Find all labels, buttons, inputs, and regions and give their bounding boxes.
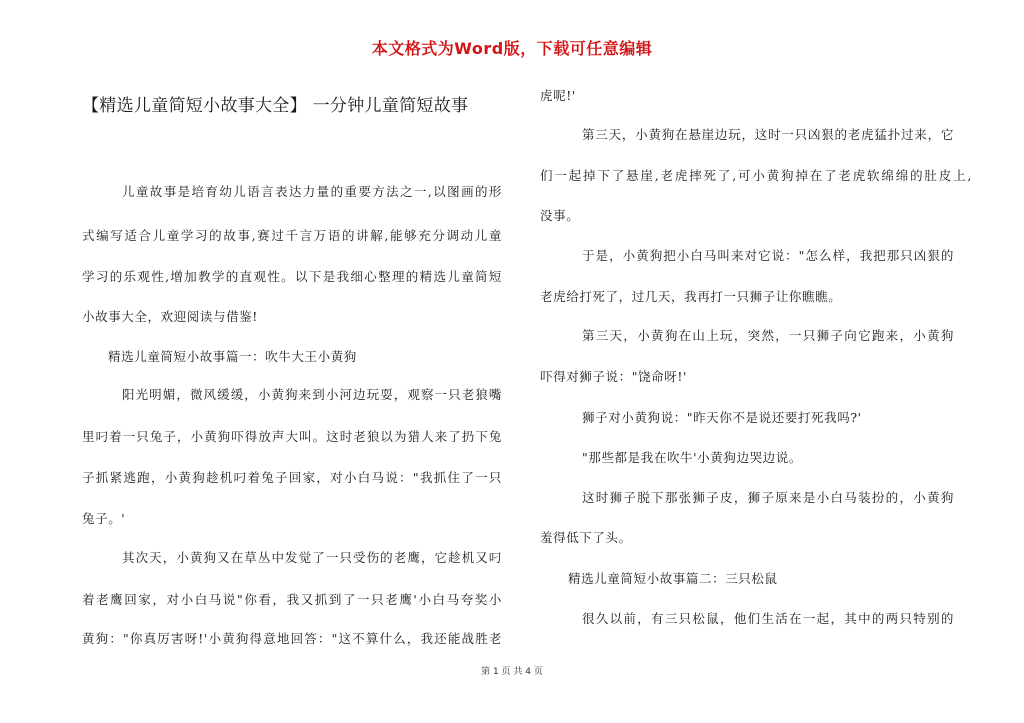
paragraph-line: 狮子对小黄狗说："昨天你不是说还要打死我吗?' xyxy=(582,410,862,425)
paragraph-line: 子抓紧逃跑，小黄狗趁机叼着兔子回家，对小白马说："我抓住了一只 xyxy=(82,470,502,485)
paragraph-line: 吓得对狮子说："饶命呀!' xyxy=(540,369,688,384)
paragraph-line: 第三天，小黄狗在山上玩，突然，一只狮子向它跑来，小黄狗 xyxy=(582,328,954,343)
section-heading: 精选儿童简短小故事篇一：吹牛大王小黄狗 xyxy=(108,349,357,364)
paragraph-line: 小故事大全，欢迎阅读与借鉴! xyxy=(82,309,258,324)
paragraph-line: "那些都是我在吹牛'小黄狗边哭边说。 xyxy=(582,450,802,465)
paragraph-line: 其次天，小黄狗又在草丛中发觉了一只受伤的老鹰，它趁机又叼 xyxy=(122,550,502,565)
paragraph-line: 老虎给打死了，过几天，我再打一只狮子让你瞧瞧。 xyxy=(540,289,842,304)
document-title: 【精选儿童简短小故事大全】 一分钟儿童简短故事 xyxy=(82,96,469,116)
paragraph-line: 阳光明媚，微风缓缓，小黄狗来到小河边玩耍，观察一只老狼嘴 xyxy=(122,387,502,402)
paragraph-line: 儿童故事是培育幼儿语言表达力量的重要方法之一,以图画的形 xyxy=(122,184,502,199)
paragraph-line: 们一起掉下了悬崖,老虎摔死了,可小黄狗掉在了老虎软绵绵的肚皮上, xyxy=(540,168,972,183)
paragraph-line: 第三天，小黄狗在悬崖边玩，这时一只凶狠的老虎猛扑过来，它 xyxy=(582,127,954,142)
paragraph-line: 里叼着一只兔子，小黄狗吓得放声大叫。这时老狼以为猎人来了扔下兔 xyxy=(82,429,502,444)
paragraph-line: 黄狗："你真厉害呀!'小黄狗得意地回答："这不算什么，我还能战胜老 xyxy=(82,631,502,646)
paragraph-line: 很久以前，有三只松鼠，他们生活在一起，其中的两只特别的 xyxy=(582,611,954,626)
paragraph-line: 式编写适合儿童学习的故事,赛过千言万语的讲解,能够充分调动儿童 xyxy=(82,228,502,243)
section-heading: 精选儿童简短小故事篇二：三只松鼠 xyxy=(568,571,778,586)
paragraph-line: 没事。 xyxy=(540,208,580,223)
page-number-footer: 第 1 页 共 4 页 xyxy=(481,667,543,677)
word-format-banner: 本文格式为Word版，下载可任意编辑 xyxy=(371,39,653,58)
paragraph-line: 羞得低下了头。 xyxy=(540,530,632,545)
paragraph-line: 兔子。' xyxy=(82,511,126,526)
paragraph-line: 学习的乐观性,增加教学的直观性。以下是我细心整理的精选儿童简短 xyxy=(82,269,502,284)
paragraph-line: 着老鹰回家，对小白马说"你看，我又抓到了一只老鹰'小白马夸奖小 xyxy=(82,592,502,607)
paragraph-line: 虎呢!' xyxy=(540,88,576,103)
paragraph-line: 这时狮子脱下那张狮子皮，狮子原来是小白马装扮的，小黄狗 xyxy=(582,490,954,505)
paragraph-line: 于是，小黄狗把小白马叫来对它说："怎么样，我把那只凶狠的 xyxy=(582,248,954,263)
